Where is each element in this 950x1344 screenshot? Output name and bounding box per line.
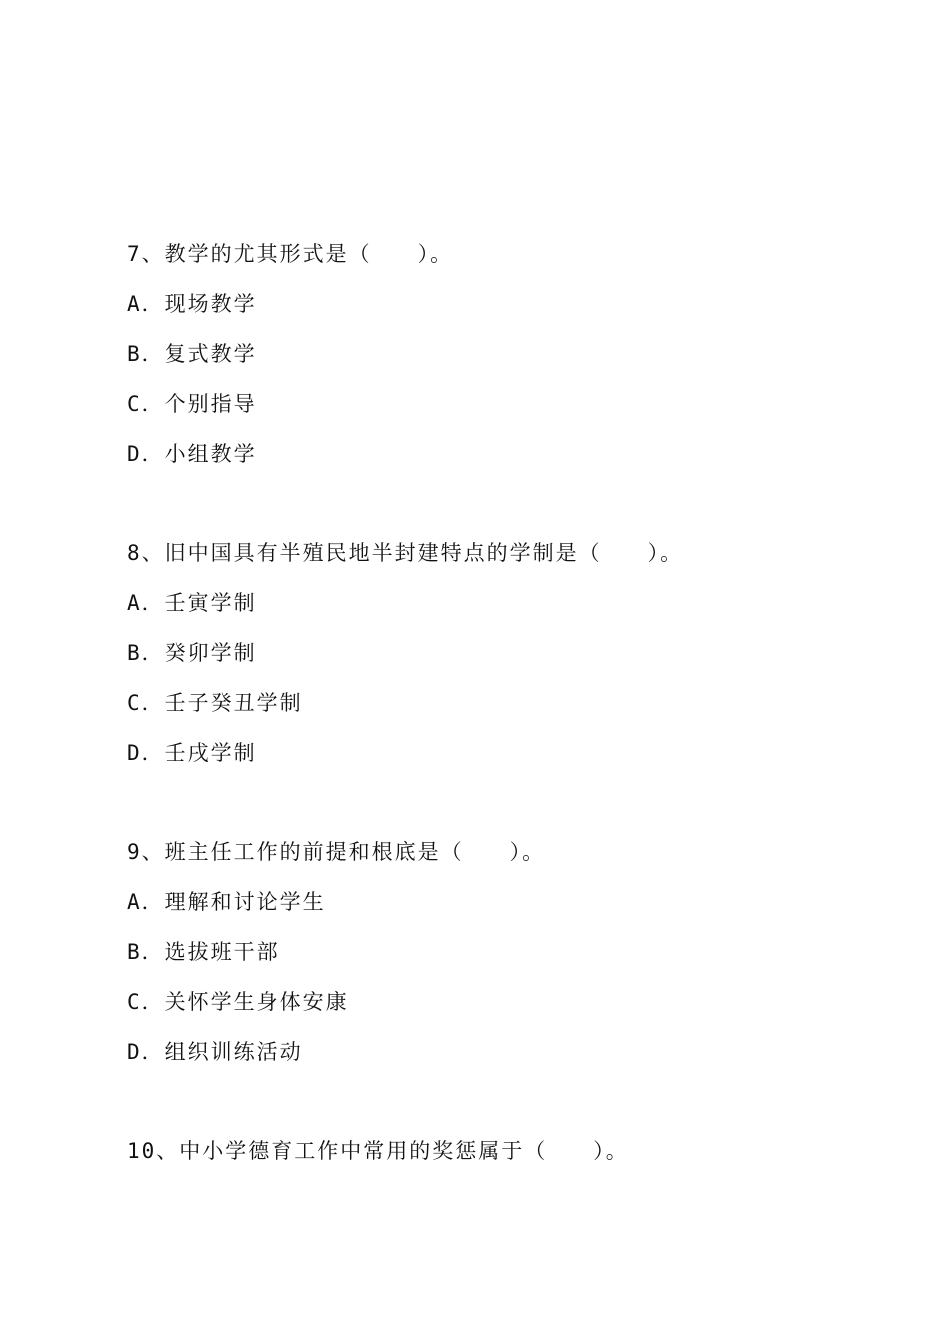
question-7-stem: 7、教学的尤其形式是（ ）。 bbox=[127, 242, 454, 266]
question-7-option-a: A．现场教学 bbox=[127, 292, 257, 316]
question-7-option-b: B．复式教学 bbox=[127, 342, 257, 366]
question-9-stem: 9、班主任工作的前提和根底是（ ）。 bbox=[127, 840, 546, 864]
question-7-option-d: D．小组教学 bbox=[127, 442, 257, 466]
question-8-stem: 8、旧中国具有半殖民地半封建特点的学制是（ ）。 bbox=[127, 541, 684, 565]
question-8-option-a: A．壬寅学制 bbox=[127, 591, 257, 615]
question-10-stem: 10、中小学德育工作中常用的奖惩属于（ ）。 bbox=[127, 1139, 629, 1163]
question-9-option-d: D．组织训练活动 bbox=[127, 1040, 303, 1064]
question-9-option-a: A．理解和讨论学生 bbox=[127, 890, 326, 914]
question-7-option-c: C．个别指导 bbox=[127, 392, 257, 416]
question-8-option-d: D．壬戌学制 bbox=[127, 741, 257, 765]
question-8-option-b: B．癸卯学制 bbox=[127, 641, 257, 665]
question-8-option-c: C．壬子癸丑学制 bbox=[127, 691, 303, 715]
question-9-option-b: B．选拔班干部 bbox=[127, 940, 280, 964]
question-9-option-c: C．关怀学生身体安康 bbox=[127, 990, 349, 1014]
